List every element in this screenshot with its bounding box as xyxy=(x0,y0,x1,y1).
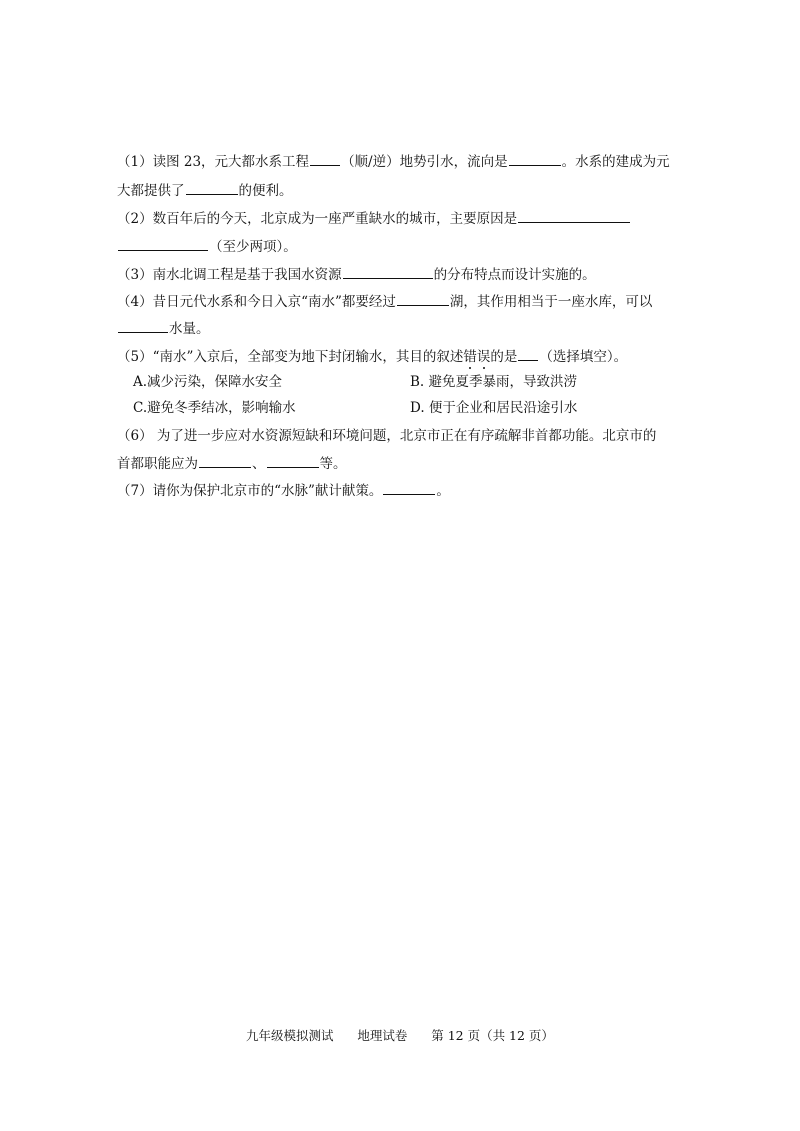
q4-text-b: 湖，其作用相当于一座水库，可以 xyxy=(449,294,653,310)
question-4-line-1 xyxy=(117,291,652,312)
q5-option-d: D. 便于企业和居民沿途引水 xyxy=(410,400,578,416)
q3-blank[interactable] xyxy=(343,264,433,279)
q5-text-b: 的是 xyxy=(490,349,518,365)
question-5 xyxy=(117,346,627,367)
q6-text-d: 等。 xyxy=(319,456,347,472)
q5-text-c: （选择填空）。 xyxy=(539,349,628,365)
q2-text-b: （至少两项）。 xyxy=(209,239,297,255)
q5-option-c: C.避免冬季结冰，影响输水 xyxy=(133,400,296,416)
question-1-line-2 xyxy=(117,180,293,201)
question-6-line-1 xyxy=(117,426,656,446)
q7-text-a: （7）请你为保护北京市的“水脉”献计献策。 xyxy=(117,483,383,499)
q3-text-a: （3）南水北调工程是基于我国水资源 xyxy=(117,267,342,283)
question-6-line-2 xyxy=(117,453,347,474)
question-2-line-2 xyxy=(117,236,297,257)
question-1-line-1 xyxy=(117,151,670,172)
q6-text-a: （6） 为了进一步应对水资源短缺和环境问题，北京市正在有序疏解非首都功能。北京市的 xyxy=(117,428,657,444)
q2-blank-reason-1[interactable] xyxy=(518,208,630,223)
question-4-line-2 xyxy=(117,318,210,339)
q4-text-c: 水量。 xyxy=(169,321,210,337)
q1-text-d: 大都提供了 xyxy=(117,183,185,199)
question-3 xyxy=(117,264,596,285)
q5-emphasis-2: 误 xyxy=(476,349,491,365)
q4-blank-water[interactable] xyxy=(118,318,168,333)
q2-blank-reason-2[interactable] xyxy=(118,236,208,251)
question-2-line-1 xyxy=(117,208,631,229)
q7-text-b: 。 xyxy=(436,483,450,499)
q5-text-a: （5）“南水”入京后，全部变为地下封闭输水，其目的叙述 xyxy=(117,349,464,365)
q1-text-b: （顺/逆）地势引水，流向是 xyxy=(341,154,508,170)
q6-blank-function-1[interactable] xyxy=(199,453,251,468)
q6-text-c: 、 xyxy=(252,456,266,472)
q1-blank-flow[interactable] xyxy=(509,151,561,166)
q6-blank-function-2[interactable] xyxy=(267,453,319,468)
q5-option-a: A.减少污染，保障水安全 xyxy=(133,374,283,390)
page-footer: 九年级模拟测试 地理试卷 第 12 页（共 12 页） xyxy=(246,1028,554,1043)
q1-blank-direction[interactable] xyxy=(310,151,340,166)
q4-blank-lake[interactable] xyxy=(397,291,449,306)
q5-blank-choice[interactable] xyxy=(518,346,538,361)
q5-emphasis-1: 错 xyxy=(463,349,477,365)
question-7 xyxy=(117,480,450,501)
q7-blank-suggestion[interactable] xyxy=(383,480,435,495)
q2-text-a: （2）数百年后的今天，北京成为一座严重缺水的城市，主要原因是 xyxy=(117,211,518,227)
q4-text-a: （4）昔日元代水系和今日入京“南水”都要经过 xyxy=(117,294,396,310)
q1-text-c: 。水系的建成为元 xyxy=(561,154,670,170)
q1-text-e: 的便利。 xyxy=(238,183,293,199)
q5-option-b: B. 避免夏季暴雨，导致洪涝 xyxy=(410,374,578,390)
q1-blank-benefit[interactable] xyxy=(186,180,238,195)
q3-text-b: 的分布特点而设计实施的。 xyxy=(433,267,596,283)
q1-text-a: （1）读图 23，元大都水系工程 xyxy=(117,154,310,170)
q6-text-b: 首都职能应为 xyxy=(117,456,198,472)
